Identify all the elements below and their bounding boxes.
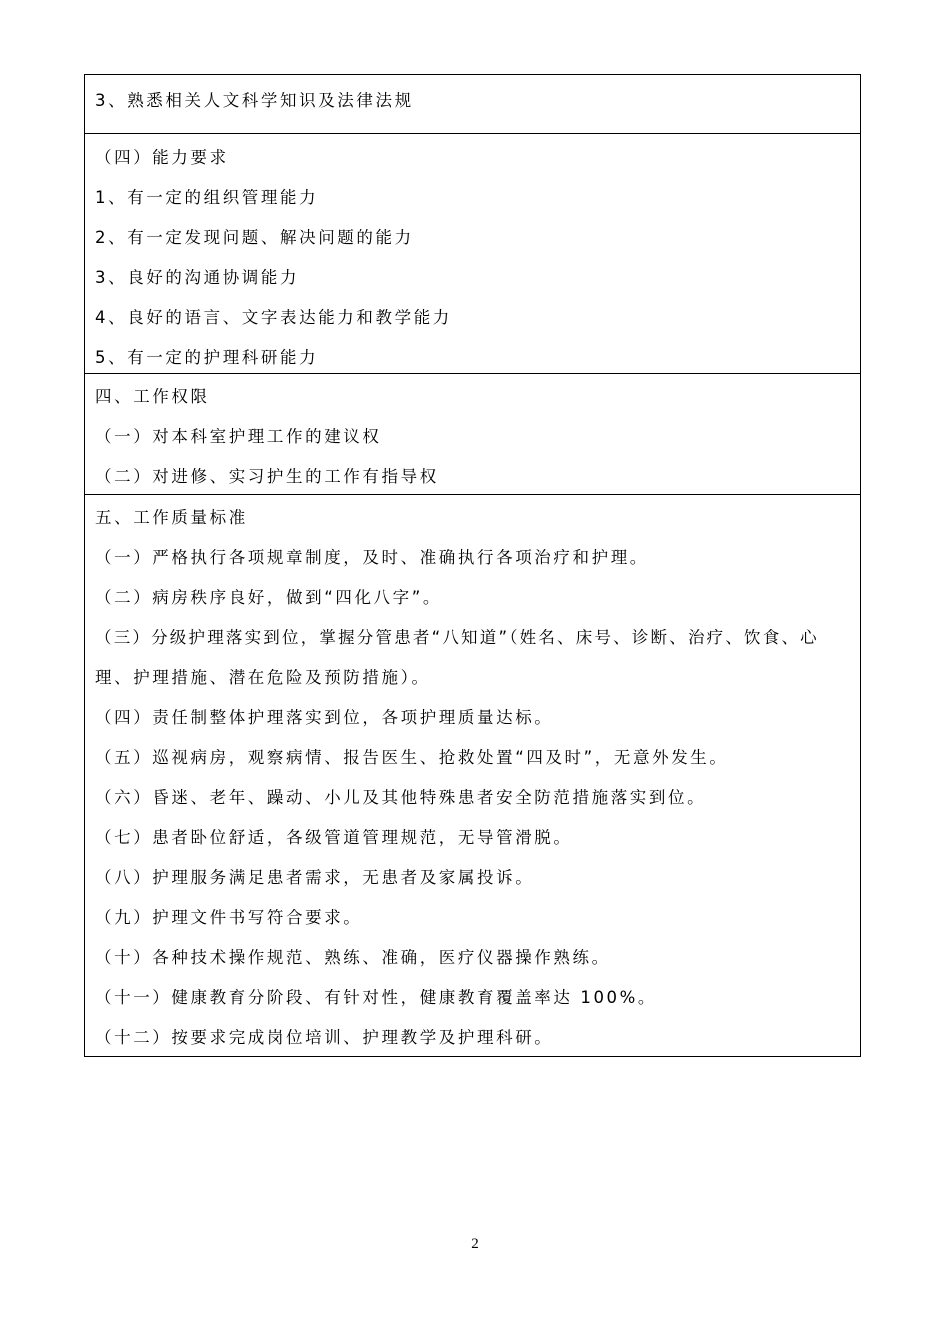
quality-standards-section (85, 494, 860, 1056)
knowledge-requirements-section (85, 75, 860, 133)
section-heading: 五、工作质量标准 (95, 508, 248, 527)
section-heading: （四）能力要求 (95, 148, 229, 167)
standard-item: （七）患者卧位舒适，各级管道管理规范，无导管滑脱。 (95, 828, 573, 847)
ability-item: 5、有一定的护理科研能力 (95, 348, 319, 367)
job-description-table (84, 74, 861, 1057)
standard-item: （九）护理文件书写符合要求。 (95, 908, 363, 927)
section-heading: 四、工作权限 (95, 387, 210, 406)
standard-item: （五）巡视病房，观察病情、报告医生、抢救处置“四及时”，无意外发生。 (95, 748, 729, 767)
standard-item: （二）病房秩序良好，做到“四化八字”。 (95, 588, 442, 607)
standard-item: （十）各种技术操作规范、熟练、准确，医疗仪器操作熟练。 (95, 948, 611, 967)
page-number: 2 (471, 1236, 479, 1252)
authority-item: （二）对进修、实习护生的工作有指导权 (95, 467, 439, 486)
work-authority-section (85, 373, 860, 494)
standard-item: （一）严格执行各项规章制度，及时、准确执行各项治疗和护理。 (95, 548, 649, 567)
standard-item: （三）分级护理落实到位，掌握分管患者“八知道”（姓名、床号、诊断、治疗、饮食、心 (95, 628, 819, 647)
standard-item: （四）责任制整体护理落实到位，各项护理质量达标。 (95, 708, 554, 727)
authority-item: （一）对本科室护理工作的建议权 (95, 427, 382, 446)
standard-item-continuation: 理、护理措施、潜在危险及预防措施）。 (95, 668, 431, 687)
ability-item: 1、有一定的组织管理能力 (95, 188, 319, 207)
ability-item: 4、良好的语言、文字表达能力和教学能力 (95, 308, 452, 327)
ability-requirements-section (85, 133, 860, 373)
knowledge-item-3: 3、熟悉相关人文科学知识及法律法规 (95, 91, 414, 110)
standard-item: （六）昏迷、老年、躁动、小儿及其他特殊患者安全防范措施落实到位。 (95, 788, 707, 807)
ability-item: 3、良好的沟通协调能力 (95, 268, 300, 287)
standard-item: （十二）按要求完成岗位培训、护理教学及护理科研。 (95, 1028, 554, 1047)
standard-item: （八）护理服务满足患者需求，无患者及家属投诉。 (95, 868, 535, 887)
standard-item: （十一）健康教育分阶段、有针对性，健康教育覆盖率达 100%。 (95, 988, 658, 1007)
ability-item: 2、有一定发现问题、解决问题的能力 (95, 228, 414, 247)
